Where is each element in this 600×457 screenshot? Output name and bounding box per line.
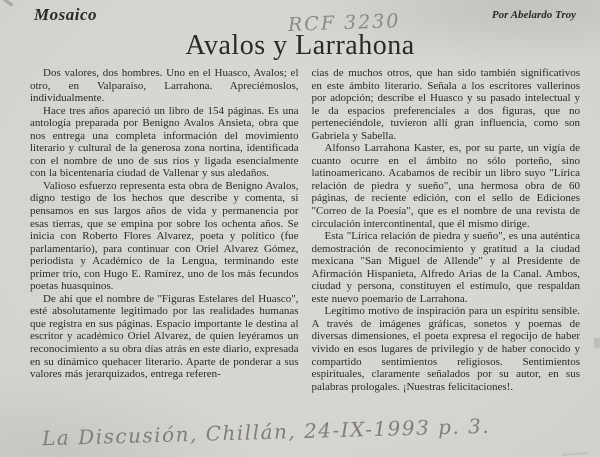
- article-paragraph: Esta "Lírica relación de piedra y sueño", es una auténtica demostración de reconocimiento y gratitud a la ciudad mexicana "San Miguel de Allende" y al Presidente de Afirmación Hispanieta, Alfredo Arias de la Canal. Ambos, ciudad y persona, constituyen el estímulo, que respaldan este nuevo poemario de Larrahona.: [311, 230, 580, 305]
- article-paragraph: cias de muchos otros, que han sido también significativos en este ámbito literario. Señala a los escritores vallerinos por adopción; describe el Huasco y su pasado intelectual y le da espacios preferenciales a dos figuras, que no perteneciéndole, tuvieron allí gran influencia, como son Gabriela y Sabella.: [311, 67, 580, 142]
- scan-artifact: [594, 338, 600, 348]
- byline: Por Abelardo Troy: [491, 9, 576, 21]
- scan-artifact: [0, 0, 13, 7]
- article-column-left: [30, 67, 299, 393]
- article-paragraph: De ahí que el nombre de "Figuras Estelares del Huasco", esté absolutamente legitimado por las realidades humanas que registra en sus páginas. Espacio importante le destina al escritor y académico Oriel Alvarez, de quien leyéramos un reconocimiento a su obra días atrás en este diario, expresada en su dinámico quehacer literario. Aparte de ponderar a sus valores más jerarquizados, entrega referen-: [30, 292, 299, 381]
- article-column-right: [312, 67, 581, 393]
- section-label: Mosaico: [34, 5, 97, 24]
- scan-artifact: [562, 452, 588, 456]
- article-paragraph: Dos valores, dos hombres. Uno en el Huasco, Avalos; el otro, en Valparaíso, Larrahona. Apreciémoslos, individualmente.: [30, 67, 299, 105]
- article-paragraph: Alfonso Larrahona Kaster, es, por su parte, un vigía de cuanto ocurre en el ámbito no sólo porteño, sino latinoamericano. Acabamos de recibir un libro suyo "Lírica relación de piedra y sueño", una hermosa obra de 60 páginas, de reciente edición, con el sello de Ediciones "Correo de la Poesía", que es el nombre de una revista de circulación intercontinental, que él mismo dirige.: [311, 142, 580, 230]
- article-body: [30, 67, 580, 393]
- article-paragraph: Hace tres años apareció un libro de 154 páginas. Es una antología preparada por Benigno Avalos Ansieta, obra que nos entrega una completa información del movimiento literario y cultural de la generosa zona nortina, identificada con el nombre de uno de sus ríos y ligada esencialmente con la bicentenaria ciudad de Vallenar y sus aledaños.: [30, 104, 299, 180]
- handwritten-code: RCF 3230: [287, 10, 401, 36]
- handwritten-citation: La Discusión, Chillán, 24-IX-1993 p. 3.: [41, 413, 491, 451]
- article-paragraph: Legítimo motivo de inspiración para un espíritu sensible. A través de imágenes gráficas, sonetos y poemas de diversas dimensiones, el poeta expresa el regocijo de haber vivido en esos lugares de privilegio y de haber conocido y compartido sentimientos religiosos. Sentimientos espirituales, claramente señalados por su autor, en sus palabras prologales. ¡Nuestras felicitaciones!.: [311, 305, 580, 393]
- article-paragraph: Valioso esfuerzo representa esta obra de Benigno Avalos, digno testigo de los hechos que describe y comenta, si pensamos en sus largos años de vida y permanencia por esas tierras, que se empina por sobre los ochenta años. Se inicia con Roberto Flores Alvarez, poeta y político (fue parlamentario), para continuar con Oriel Alvarez Gómez, periodista y Académico de la Lengua, terminando este primer trío, con Hugo E. Ramírez, uno de los más fecundos poetas huasquinos.: [30, 179, 299, 293]
- page-title: Avalos y Larrahona: [185, 30, 415, 61]
